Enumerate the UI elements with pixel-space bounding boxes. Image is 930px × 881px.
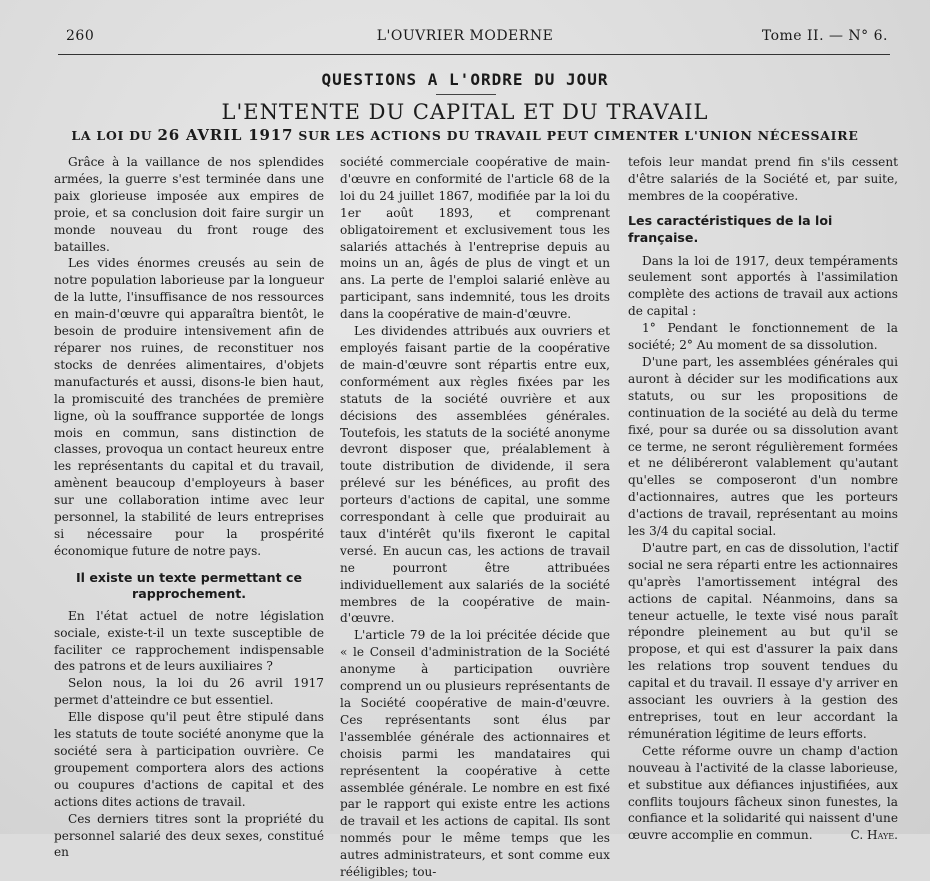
article-subtitle [0, 126, 930, 144]
column-2 [340, 154, 610, 881]
paragraph: tefois leur mandat prend fin s'ils cessent d'être salariés de la Société et, par suite, membres de la coopérative. [628, 155, 898, 203]
article-title: L'ENTENTE DU CAPITAL ET DU TRAVAIL [221, 100, 709, 124]
paragraph: 1° Pendant le fonctionnement de la société; 2° Au moment de sa dissolution. [628, 321, 898, 353]
paragraph: En l'état actuel de notre législation sociale, existe-t-il un texte susceptible de faciliter ce rapprochement indispensable des patrons et de leurs auxiliaires ? [54, 608, 324, 674]
paragraph [628, 743, 898, 844]
paragraph: D'une part, les assemblées générales qui auront à décider sur les modifications aux statuts, ou sur les propositions de continuation de la société au delà du terme fixé, pour sa durée ou sa dissolution avant ce terme, ne seront régulièrement formées et ne délibéreront valablement qu'autant qu'elles se composeront d'un nombre d'actionnaires, autres que les porteurs d'actions de travail, représentant au moins les 3/4 du capital social. [628, 354, 898, 539]
column-3 [628, 154, 898, 844]
subheading: Les caractéristiques de la loi française. [628, 212, 833, 245]
paragraph: Selon nous, la loi du 26 avril 1917 permet d'atteindre ce but essentiel. [54, 676, 324, 708]
issue-number: Tome II. — N° 6. [761, 28, 888, 44]
subheading: Il existe un texte permettant ce rapprochement. [75, 569, 303, 601]
paragraph: Ces derniers titres sont la propriété du personnel salarié des deux sexes, constitué en [54, 811, 324, 860]
paragraph: Les vides énormes creusés au sein de notre population laborieuse par la longueur de la lutte, l'insuffisance de nos ressources en main-d'œuvre qui apparaîtra bientôt, le besoin de produire intensivement afin de réparer nos ruines, de reconstituer nos stocks de denrées alimentaires, d'objets manufacturés et aussi, disons-le bien haut, la promiscuité des tranchées de première ligne, où la souffrance supportée de longs mois en commun, sans distinction de classes, provoqua un contact heureux entre les représentants du capital et du travail, amènent beaucoup d'employeurs à baser sur une collaboration intime avec leur personnel, la stabilité de leurs entreprises si nécessaire pour la prospérité économique future de notre pays. [54, 256, 324, 558]
page-number: 260 [66, 28, 95, 44]
paragraph: Les dividendes attribués aux ouvriers et employés faisant partie de la coopérative de main-d'œuvre sont répartis entre eux, conformément aux règles fixées par les statuts de la société ouvrière et aux décisions des assemblées générales. Toutefois, les statuts de la société anonyme devront disposer que, préalablement à toute distribution de dividende, il sera prélevé sur les bénéfices, au profit des porteurs d'actions de capital, une somme correspondant à celle que produirait au taux d'intérêt qu'ils fixeront le capital versé. En aucun cas, les actions de travail ne pourront être attribuées individuellement aux salariés de la société membres de la coopérative de main-d'œuvre. [340, 324, 610, 626]
author-signature: C. Haye. [850, 828, 898, 843]
subtitle-date: 26 AVRIL 1917 [157, 126, 294, 144]
section-title: QUESTIONS A L'ORDRE DU JOUR [321, 70, 609, 89]
closing-text: Cette réforme ouvre un champ d'action nouveau à l'activité de la classe laborieuse, et substitue aux défiances injustifiées, aux conflits toujours fâcheux sinon funestes, la confiance et la solidarité qui naissent d'une œuvre accomplie en commun. [628, 743, 898, 843]
journal-title: L'OUVRIER MODERNE [376, 28, 554, 44]
paragraph: Grâce à la vaillance de nos splendides armées, la guerre s'est terminée dans une paix glorieuse imposée aux empires de proie, et sa conclusion doit faire surgir un monde nouveau du front rouge des batailles. [54, 155, 324, 254]
subtitle-part-c: SUR LES ACTIONS DU TRAVAIL PEUT CIMENTER L'UNION NÉCESSAIRE [293, 128, 859, 143]
subtitle-part-a: LA LOI DU [71, 128, 158, 143]
paragraph: Elle dispose qu'il peut être stipulé dans les statuts de toute société anonyme que la société sera à participation ouvrière. Ce groupement comportera alors des actions ou coupures d'actions de capital et des actions dites actions de travail. [54, 710, 324, 809]
paragraph: société commerciale coopérative de main-d'œuvre en conformité de l'article 68 de la loi du 24 juillet 1867, modifiée par la loi du 1er août 1893, et comprenant obligatoirement et exclusivement tous les salariés attachés à l'entreprise depuis au moins un an, âgés de plus de vingt et un ans. La perte de l'emploi salarié enlève au participant, sans indemnité, tous les droits dans la coopérative de main-d'œuvre. [340, 155, 610, 322]
column-1 [54, 154, 324, 861]
paragraph: D'autre part, en cas de dissolution, l'actif social ne sera réparti entre les actionnaires qu'après l'amortissement intégral des actions de capital. Néanmoins, dans sa teneur actuelle, le texte visé nous paraît répondre pleinement au but qu'il se propose, et qui est d'assurer la paix dans les relations trop souvent tendues du capital et du travail. Il essaye d'y arriver en associant les ouvriers à la gestion des entreprises, tout en leur accordant la rémunération légitime de leurs efforts. [628, 540, 898, 741]
header-rule [58, 54, 890, 55]
title-divider [436, 94, 496, 95]
paragraph: Dans la loi de 1917, deux tempéraments seulement sont apportés à l'assimilation complète des actions de travail aux actions de capital : [628, 253, 898, 319]
paragraph: L'article 79 de la loi précitée décide que « le Conseil d'administration de la Société anonyme à participation ouvrière comprend un ou plusieurs représentants de la Société coopérative de main-d'œuvre. Ces représentants sont élus par l'assemblée générale des actionnaires et choisis parmi les mandataires qui représentent la coopérative à cette assemblée générale. Le nombre en est fixé par le rapport qui existe entre les actions de travail et les actions de capital. Ils sont nommés pour le même temps que les autres administrateurs, et sont comme eux rééligibles; tou- [340, 628, 610, 880]
